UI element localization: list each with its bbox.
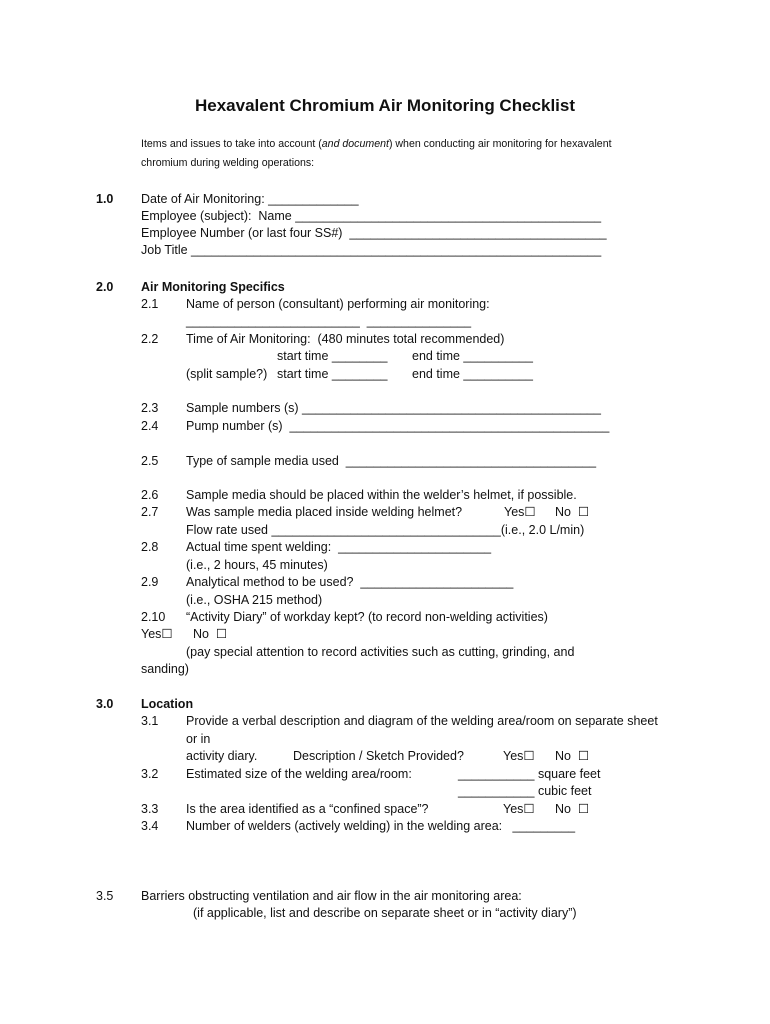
sketch-yes-checkbox[interactable]: Yes☐ — [503, 749, 535, 763]
item-hint: (i.e., OSHA 215 method) — [186, 593, 323, 607]
confined-yes-checkbox[interactable]: Yes☐ — [503, 802, 535, 816]
item-text: Time of Air Monitoring: (480 minutes total recommended) — [186, 332, 505, 346]
intro-emphasis: and document — [321, 138, 389, 150]
analytical-method-field[interactable]: Analytical method to be used? ______________________ — [186, 575, 514, 589]
item-number: 2.10 — [141, 610, 166, 624]
intro-text: ) when conducting air monitoring for hexavalent — [388, 138, 612, 150]
item-note: (pay special attention to record activities such as cutting, grinding, and — [186, 645, 575, 659]
item-number: 3.2 — [141, 767, 159, 781]
item-number: 3.4 — [141, 819, 159, 833]
section-heading: Air Monitoring Specifics — [141, 280, 285, 294]
item-number: 2.1 — [141, 297, 159, 311]
item-text: Barriers obstructing ventilation and air flow in the air monitoring area: — [141, 889, 522, 903]
item-number: 3.1 — [141, 714, 159, 728]
intro-text: chromium during welding operations: — [141, 157, 315, 169]
pump-number-field[interactable]: Pump number (s) ______________________________________________ — [186, 419, 610, 433]
helmet-yes-checkbox[interactable]: Yes☐ — [504, 505, 536, 519]
item-text: “Activity Diary” of workday kept? (to record non-welding activities) — [186, 610, 548, 624]
section-number: 2.0 — [96, 280, 114, 294]
item-number: 2.6 — [141, 488, 159, 502]
end-time-field[interactable]: end time __________ — [412, 349, 533, 363]
split-sample-label: (split sample?) — [186, 367, 268, 381]
item-text: Provide a verbal description and diagram of the welding area/room on separate sheet — [186, 714, 658, 728]
item-number: 2.3 — [141, 401, 159, 415]
item-hint: (if applicable, list and describe on separate sheet or in “activity diary”) — [193, 906, 577, 920]
time-welding-field[interactable]: Actual time spent welding: ______________________ — [186, 540, 492, 554]
employee-number-field[interactable]: Employee Number (or last four SS#) _____________________________________ — [141, 226, 607, 240]
intro-text: Items and issues to take into account ( — [141, 138, 322, 150]
item-number: 2.7 — [141, 505, 159, 519]
section-heading: Location — [141, 697, 194, 711]
square-feet-field[interactable]: ___________ square feet — [458, 767, 601, 781]
start-time-field[interactable]: start time ________ — [277, 367, 388, 381]
item-number: 2.2 — [141, 332, 159, 346]
item-hint: (i.e., 2 hours, 45 minutes) — [186, 558, 328, 572]
sketch-question: Description / Sketch Provided? — [293, 749, 464, 763]
sample-numbers-field[interactable]: Sample numbers (s) ___________________________________________ — [186, 401, 601, 415]
item-text: or in — [186, 732, 211, 746]
item-number: 2.8 — [141, 540, 159, 554]
diary-no-checkbox[interactable]: No ☐ — [193, 627, 228, 641]
employee-name-field[interactable]: Employee (subject): Name ____________________________________________ — [141, 209, 602, 223]
date-field[interactable]: Date of Air Monitoring: _____________ — [141, 192, 359, 206]
item-text: activity diary. — [186, 749, 258, 763]
cubic-feet-field[interactable]: ___________ cubic feet — [458, 784, 592, 798]
job-title-field[interactable]: Job Title ___________________________________________________________ — [141, 243, 602, 257]
item-note: sanding) — [141, 662, 189, 676]
intro-paragraph — [141, 135, 681, 173]
diary-yes-checkbox[interactable]: Yes☐ — [141, 627, 173, 641]
document-title: Hexavalent Chromium Air Monitoring Checklist — [194, 96, 576, 115]
item-text: Was sample media placed inside welding helmet? — [186, 505, 463, 519]
item-text: Is the area identified as a “confined space”? — [186, 802, 429, 816]
section-number: 3.0 — [96, 697, 114, 711]
start-time-field[interactable]: start time ________ — [277, 349, 388, 363]
confined-no-checkbox[interactable]: No ☐ — [555, 802, 590, 816]
item-number: 3.3 — [141, 802, 159, 816]
item-text: Name of person (consultant) performing air monitoring: — [186, 297, 490, 311]
item-number: 3.5 — [96, 889, 114, 903]
end-time-field[interactable]: end time __________ — [412, 367, 533, 381]
consultant-name-field[interactable]: _________________________ _______________ — [186, 314, 472, 328]
item-number: 2.9 — [141, 575, 159, 589]
sketch-no-checkbox[interactable]: No ☐ — [555, 749, 590, 763]
section-number: 1.0 — [96, 192, 114, 206]
flow-rate-field[interactable]: Flow rate used _________________________________(i.e., 2.0 L/min) — [186, 523, 585, 537]
welders-count-field[interactable]: Number of welders (actively welding) in the welding area: _________ — [186, 819, 576, 833]
item-text: Estimated size of the welding area/room: — [186, 767, 412, 781]
item-text: Sample media should be placed within the welder’s helmet, if possible. — [186, 488, 577, 502]
item-number: 2.5 — [141, 454, 159, 468]
sample-media-field[interactable]: Type of sample media used ____________________________________ — [186, 454, 597, 468]
item-number: 2.4 — [141, 419, 159, 433]
helmet-no-checkbox[interactable]: No ☐ — [555, 505, 590, 519]
